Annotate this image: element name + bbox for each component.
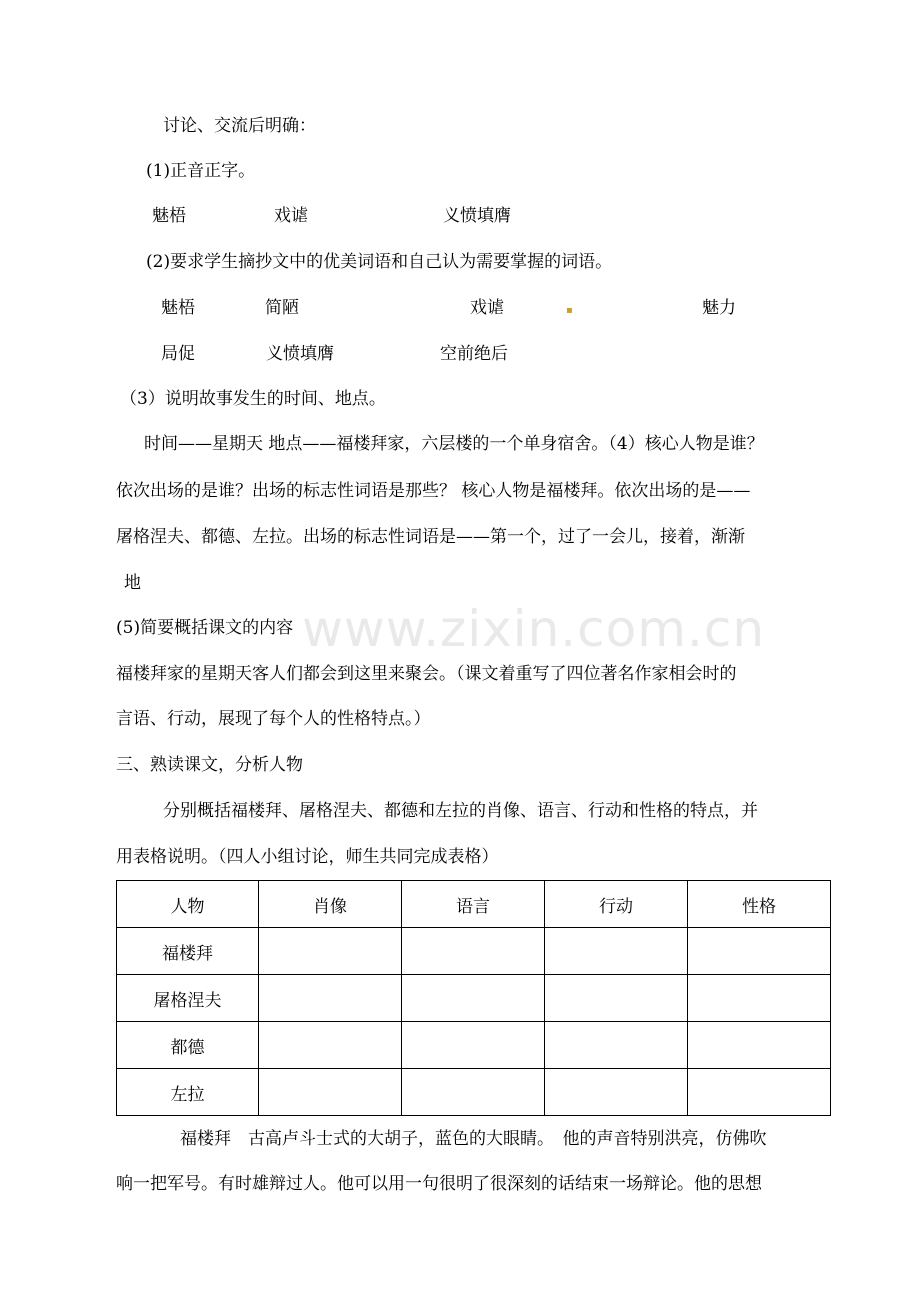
table-cell — [259, 1022, 402, 1069]
character-table — [116, 880, 831, 1116]
table-cell — [402, 928, 545, 975]
word-item: 魅梧 — [152, 206, 186, 226]
table-header-row — [117, 881, 831, 928]
text-line: 分别概括福楼拜、屠格涅夫、都德和左拉的肖像、语言、行动和性格的特点，并 — [163, 801, 758, 821]
table-header: 行动 — [545, 881, 688, 928]
table-cell — [545, 1022, 688, 1069]
text-line: 响一把军号。有时雄辩过人。他可以用一句很明了很深刻的话结束一场辩论。他的思想 — [116, 1174, 762, 1194]
text-line: 时间——星期天 地点——福楼拜家，六层楼的一个单身宿舍。（4）核心人物是谁？ — [144, 434, 764, 454]
text-line: 用表格说明。（四人小组讨论，师生共同完成表格） — [116, 847, 499, 867]
text-line: 依次出场的是谁？出场的标志性词语是那些？ 核心人物是福楼拜。依次出场的是—— — [116, 481, 751, 501]
section-heading: 三、熟读课文，分析人物 — [116, 755, 303, 775]
word-item: 局促 — [161, 344, 195, 364]
text-line: (2)要求学生摘抄文中的优美词语和自己认为需要掌握的词语。 — [146, 252, 613, 272]
word-item: 义愤填膺 — [443, 206, 511, 226]
text-line: （3）说明故事发生的时间、地点。 — [120, 389, 386, 409]
table-header: 人物 — [117, 881, 259, 928]
row-label: 左拉 — [117, 1069, 259, 1116]
word-item: 戏谑 — [274, 206, 308, 226]
table-row — [117, 975, 831, 1022]
table-header: 肖像 — [259, 881, 402, 928]
table-cell — [688, 975, 831, 1022]
table-cell — [259, 928, 402, 975]
table-cell — [402, 1069, 545, 1116]
mark-dot: ▪ — [566, 305, 573, 316]
table-cell — [688, 1069, 831, 1116]
word-item: 魅力 — [702, 298, 736, 318]
row-label: 福楼拜 — [117, 928, 259, 975]
word-item: 义愤填膺 — [266, 344, 334, 364]
table-cell — [545, 928, 688, 975]
watermark: www.zixin.com.cn — [302, 600, 766, 658]
text-line: 言语、行动，展现了每个人的性格特点。） — [116, 709, 431, 729]
table-header: 语言 — [402, 881, 545, 928]
text-line: 讨论、交流后明确： — [163, 116, 316, 136]
text-line: 屠格涅夫、都德、左拉。出场的标志性词语是——第一个，过了一会儿，接着，渐渐 — [116, 527, 745, 547]
word-item: 戏谑 — [470, 298, 504, 318]
word-item: 魅梧 — [161, 298, 195, 318]
table-row — [117, 1022, 831, 1069]
word-item: 空前绝后 — [440, 344, 508, 364]
table-cell — [545, 975, 688, 1022]
table-cell — [259, 975, 402, 1022]
table-cell — [259, 1069, 402, 1116]
text-line: 福楼拜家的星期天客人们都会到这里来聚会。（课文着重写了四位著名作家相会时的 — [116, 664, 737, 684]
table-cell — [688, 928, 831, 975]
table-row — [117, 1069, 831, 1116]
text-line: (1)正音正字。 — [146, 161, 256, 181]
text-line: 福楼拜 古高卢斗士式的大胡子，蓝色的大眼睛。 他的声音特别洪亮，仿佛吹 — [180, 1129, 767, 1149]
text-line: 地 — [124, 573, 141, 593]
row-label: 屠格涅夫 — [117, 975, 259, 1022]
table-cell — [402, 1022, 545, 1069]
table-header: 性格 — [688, 881, 831, 928]
table-cell — [545, 1069, 688, 1116]
table-cell — [402, 975, 545, 1022]
table-row — [117, 928, 831, 975]
table-cell — [688, 1022, 831, 1069]
row-label: 都德 — [117, 1022, 259, 1069]
word-item: 简陋 — [265, 298, 299, 318]
text-line: (5)简要概括课文的内容 — [116, 618, 294, 638]
